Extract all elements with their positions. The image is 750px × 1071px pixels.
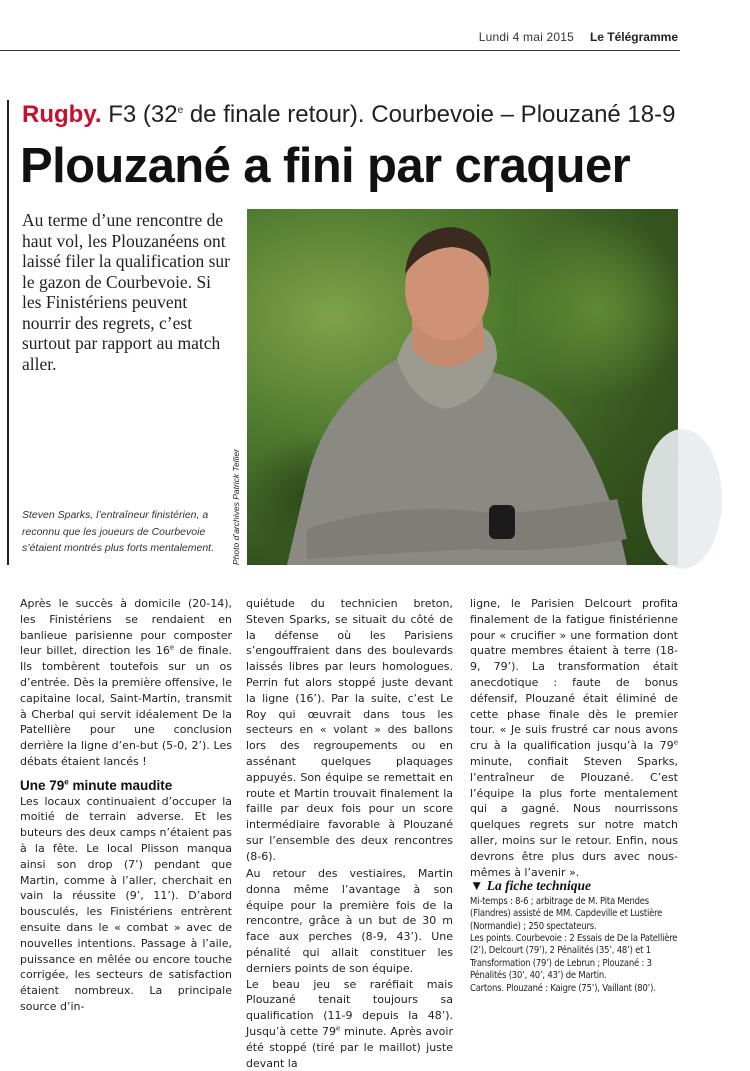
lead-text: Au terme d’une rencontre de haut vol, les Plouzanéens ont laissé filer la qualification sur le gazon de Courbevoie. Si les Finistériens peuvent nourrir des regrets, c’est surtout par rapport au match aller. — [22, 210, 230, 374]
fiche-line: Mi-temps : 8-6 ; arbitrage de M. Pita Mendes (Flandres) assisté de MM. Capdeville et Lustière (Normandie) ; 250 spectateurs. — [470, 895, 663, 932]
article-subhead: Une 79e minute maudite — [20, 777, 173, 793]
article-paragraph-2: Les locaux continuaient d’occuper la moitié de terrain adverse. Et les buteurs des deux camps n’étaient pas à la fête. Le local Plisson manqua ainsi son drop (7’) pendant que Martin, comme à l’aller, cherchait en vain la réussite (9’, 11’). D’abord bousculés, les Finistériens entrèrent ensuite dans le « combat » avec de nouvelles intentions. Passage à l’aile, puissance en mêlée ou encore touche corrigée, les secteurs de satisfaction étaient nombreux. La principale source d’in- — [20, 794, 232, 1013]
fiche-technique — [470, 896, 678, 995]
article-column-2 — [246, 596, 453, 1070]
article-paragraph-4-cont: ligne, le Parisien Delcourt profita finalement de la fatigue finistérienne pour « crucifier » une formation dont quatre membres étaient à terre (18-9, 79’). La transformation était anecdotique : faute de bonus défensif, Plouzané était éliminé de cette phase finale dès le premier tour. « Je suis frustré car nous avons cru à la qualification jusqu’à la 79e minute, confiait Steven Sparks, l’entraîneur de Plouzané. C’est l’équipe la plus forte mentalement qui a gagné. Nous nourrissons quelques regrets sur notre match aller, moins sur le retour. Enfin, nous devrons être plus durs avec nous-mêmes à l’avenir ». — [470, 597, 678, 879]
coach-figure — [247, 209, 678, 565]
photo-caption: Steven Sparks, l’entraîneur finistérien, a reconnu que les joueurs de Courbevoie s’étaient montrés plus forts mentalement. — [22, 509, 215, 554]
article-paragraph-4: Le beau jeu se raréfiait mais Plouzané tenait toujours sa qualification (11-9 depuis la 48’). Jusqu’à cette 79e minute. Après avoir été stoppé (tiré par le maillot) juste devant la — [246, 977, 453, 1070]
article-column-1 — [20, 596, 232, 1044]
kicker — [22, 101, 682, 129]
kicker-category: Rugby. — [22, 101, 102, 128]
page-header — [0, 0, 680, 51]
fiche-line: Les points. Courbevoie : 2 Essais de De la Patellière (2’), Delcourt (79’), 2 Pénalités (35’, 48’) et 1 Transformation (79’) de Lebrun ; Plouzané : 3 Pénalités (30’, 40’, 43’) de Martin. — [470, 933, 678, 982]
article-paragraph-3: Au retour des vestiaires, Martin donna même l’avantage à son équipe pour la première fois de la rencontre, grâce à un but de 30 m face aux perches (8-9, 43’). Une pénalité qui allait constituer les derniers points de son équipe. — [246, 867, 453, 975]
section-rule — [7, 100, 9, 565]
photo-ball-blur — [642, 429, 722, 569]
kicker-text-b: de finale retour). Courbevoie – Plouzané 18-9 — [183, 101, 676, 128]
lead-paragraph — [22, 210, 232, 374]
fiche-line: Cartons. Plouzané : Kaigre (75’), Vaillant (80’). — [470, 982, 656, 994]
newspaper-name: Le Télégramme — [589, 30, 678, 44]
kicker-ordinal: e — [177, 105, 184, 116]
article-column-3 — [470, 596, 678, 995]
article-paragraph-2-cont: quiétude du technicien breton, Steven Sparks, se situait du côté de la défense où les Parisiens s’engouffraient dans des boulevards laissés libres par leurs homologues. Perrin fut alors stoppé juste devant la ligne (16’). Par la suite, c’est Le Roy qui œuvrait dans tous les secteurs en « volant » des ballons lors des regroupements ou en assénant quelques plaquages appuyés. Son équipe se remettait en route et Martin trouvait finalement la faille par deux fois pour un score intermédiaire favorable à Plouzané sur l’ensemble des deux rencontres (8-6). — [246, 597, 453, 863]
photo-credit: Photo d’archives Patrick Tellier — [231, 449, 241, 565]
article-paragraph: Après le succès à domicile (20-14), les Finistériens se rendaient en banlieue parisienne pour composter leur billet, direction les 16e de finale. Ils tombèrent toutefois sur un os d’entrée. Dès la première offensive, le capitaine local, Saint-Martin, transmit à Cherbal qui servit idéalement De la Patellière pour une conclusion derrière la ligne d’en-but (5-0, 2’). Les débats étaient lancés ! — [20, 597, 232, 768]
publication-date: Lundi 4 mai 2015 — [478, 30, 574, 44]
coach-photo — [247, 209, 678, 565]
fiche-technique-title: ▼ La fiche technique — [470, 878, 591, 893]
headline: Plouzané a fini par craquer — [20, 139, 631, 193]
kicker-text-a: F3 (32 — [108, 101, 178, 128]
